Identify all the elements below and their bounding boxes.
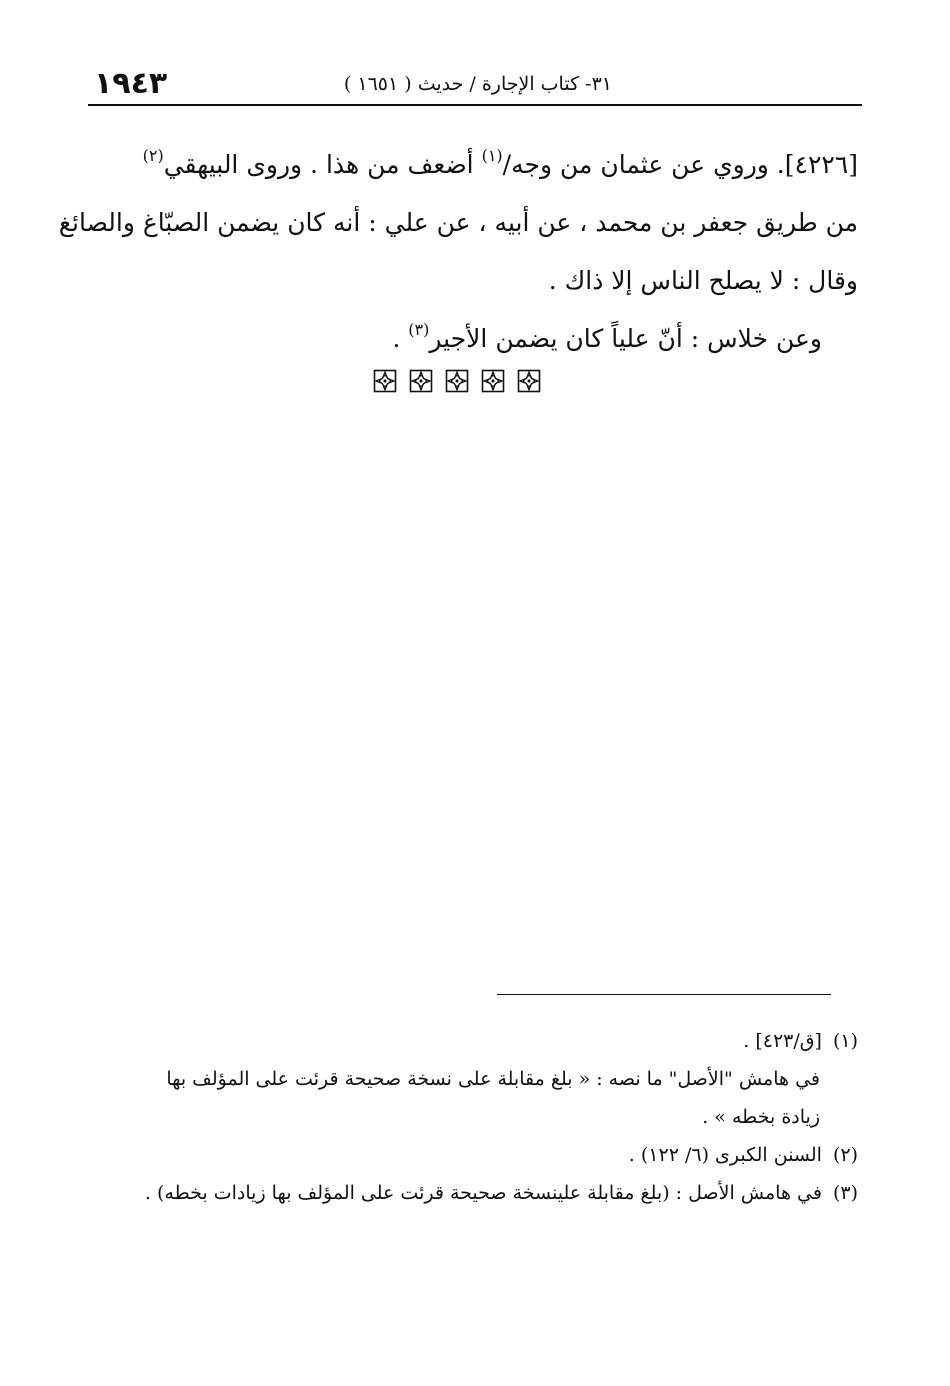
footnote-ref-2: (٢) [142, 146, 164, 165]
text-line-4 [92, 310, 858, 368]
running-title: ٣١- كتاب الإجارة / حديث ( ١٦٥١ ) [343, 73, 612, 95]
text-segment: أضعف من هذا . وروى البيهقي [163, 150, 482, 179]
footnote-text: في هامش الأصل : (بلغ مقابلة علينسخة صحيحة قرئت على المؤلف بها زيادات بخطه) . [144, 1182, 822, 1204]
page-number: ١٩٤٣ [94, 66, 168, 101]
footnote-ref-1: (١) [481, 146, 503, 165]
footnote-1-note [92, 1060, 858, 1098]
footnote-text: السنن الكبرى (٦/ ١٢٢) . [628, 1144, 822, 1166]
text-line-1 [92, 136, 858, 194]
text-segment: وعن خلاس : أنّ علياً كان يضمن الأجير [429, 324, 822, 353]
ornament-star-icon [445, 369, 469, 393]
ornament-star-icon [517, 369, 541, 393]
footnote-number: (٢) [832, 1144, 858, 1166]
footnote-number: (٣) [832, 1182, 858, 1204]
page-header [88, 62, 862, 106]
footnote-text: [ق/٤٢٣] . [743, 1030, 822, 1052]
text-segment: . [392, 324, 409, 353]
footnote-text: في هامش "الأصل" ما نصه : « بلغ مقابلة على نسخة صحيحة قرئت على المؤلف بها [166, 1068, 820, 1090]
footnote-3 [92, 1174, 858, 1212]
footnote-1-note-cont [92, 1098, 858, 1136]
footnote-ref-3: (٣) [408, 320, 430, 339]
main-text [58, 136, 858, 368]
text-segment: [٤٢٢٦]. وروي عن عثمان من وجه/ [502, 150, 858, 179]
footnotes [92, 1022, 858, 1212]
ornament-star-icon [481, 369, 505, 393]
footnote-2 [92, 1136, 858, 1174]
text-line-3: وقال : لا يصلح الناس إلا ذاك . [548, 266, 858, 295]
footnote-number: (١) [832, 1030, 858, 1052]
footnote-separator [497, 994, 831, 995]
footnote-1 [92, 1022, 858, 1060]
header-rule [88, 104, 862, 106]
ornament-star-icon [373, 369, 397, 393]
text-line-2: من طريق جعفر بن محمد ، عن أبيه ، عن علي : أنه كان يضمن الصبّاغ والصائغ [58, 208, 858, 237]
footnote-text: زيادة بخطه » . [702, 1106, 820, 1128]
section-end-ornaments [373, 369, 558, 396]
ornament-star-icon [409, 369, 433, 393]
